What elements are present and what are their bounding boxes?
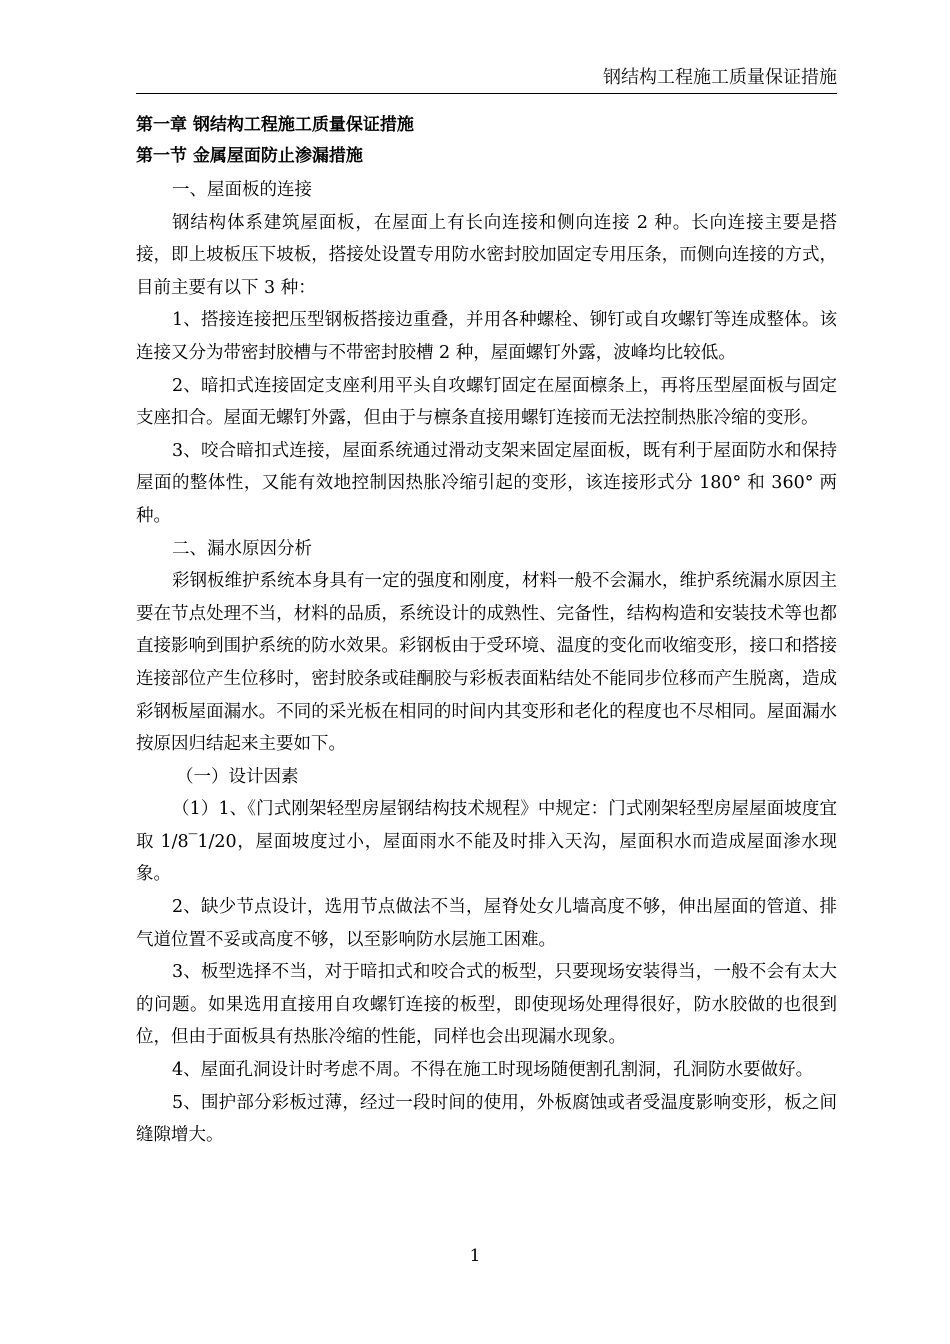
running-header: 钢结构工程施工质量保证措施: [603, 67, 837, 88]
section-title: 第一节 金属屋面防止渗漏措施: [136, 146, 363, 166]
paragraph: 2、缺少节点设计，选用节点做法不当，屋脊处女儿墙高度不够，伸出屋面的管道、排气道位置不妥或高度不够，以至影响防水层施工困难。: [136, 897, 837, 950]
paragraph: 彩钢板维护系统本身具有一定的强度和刚度，材料一般不会漏水，维护系统漏水原因主要在节点处理不当，材料的品质，系统设计的成熟性、完备性，结构构造和安装技术等也都直接影响到围护系统的防水效果。彩钢板由于受环境、温度的变化而收缩变形，接口和搭接连接部位产生位移时，密封胶条或硅酮胶与彩板表面粘结处不能同步位移而产生脱离，造成彩钢板屋面漏水。不同的采光板在相同的时间内其变形和老化的程度也不尽相同。屋面漏水按原因归结起来主要如下。: [136, 571, 837, 755]
chapter-title: 第一章 钢结构工程施工质量保证措施: [136, 115, 414, 135]
header-rule: [136, 93, 837, 94]
paragraph: 3、咬合暗扣式连接，屋面系统通过滑动支架来固定屋面板，既有利于屋面防水和保持屋面的整体性，又能有效地控制因热胀冷缩引起的变形，该连接形式分 180° 和 360° 两种。: [136, 440, 837, 526]
subheading-leak-analysis: 二、漏水原因分析: [172, 538, 312, 559]
subheading-connection: 一、屋面板的连接: [172, 180, 312, 200]
paragraph: 5、围护部分彩板过薄，经过一段时间的使用，外板腐蚀或者受温度影响变形，板之间缝隙增大。: [136, 1092, 837, 1146]
paragraph: 4、屋面孔洞设计时考虑不周。不得在施工时现场随便割孔割洞，孔洞防水要做好。: [172, 1060, 814, 1081]
paragraph: 1、搭接连接把压型钢板搭接边重叠，并用各种螺栓、铆钉或自攻螺钉等连成整体。该连接又分为带密封胶槽与不带密封胶槽 2 种，屋面螺钉外露，波峰均比较低。: [136, 310, 837, 363]
page-number: 1: [469, 1246, 481, 1266]
subheading-design-factors: （一）设计因素: [176, 766, 299, 787]
paragraph: 2、暗扣式连接固定支座利用平头自攻螺钉固定在屋面檩条上，再将压型屋面板与固定支座扣合。屋面无螺钉外露，但由于与檩条直接用螺钉连接而无法控制热胀冷缩的变形。: [136, 375, 837, 429]
paragraph: 钢结构体系建筑屋面板，在屋面上有长向连接和侧向连接 2 种。长向连接主要是搭接，即上坡板压下坡板，搭接处设置专用防水密封胶加固定专用压条，而侧向连接的方式，目前主要有以下 3 种：: [136, 212, 837, 298]
paragraph: 3、板型选择不当，对于暗扣式和咬合式的板型，只要现场安装得当，一般不会有太大的问题。如果选用直接用自攻螺钉连接的板型，即使现场处理得很好，防水胶做的也很到位，但由于面板具有热胀冷缩的性能，同样也会出现漏水现象。: [136, 962, 837, 1048]
page-content: [136, 110, 837, 1152]
paragraph: （1）1、《门式刚架轻型房屋钢结构技术规程》中规定：门式刚架轻型房屋屋面坡度宜取 1/8‾1/20，屋面坡度过小，屋面雨水不能及时排入天沟，屋面积水而造成屋面渗水现象。: [136, 799, 837, 885]
